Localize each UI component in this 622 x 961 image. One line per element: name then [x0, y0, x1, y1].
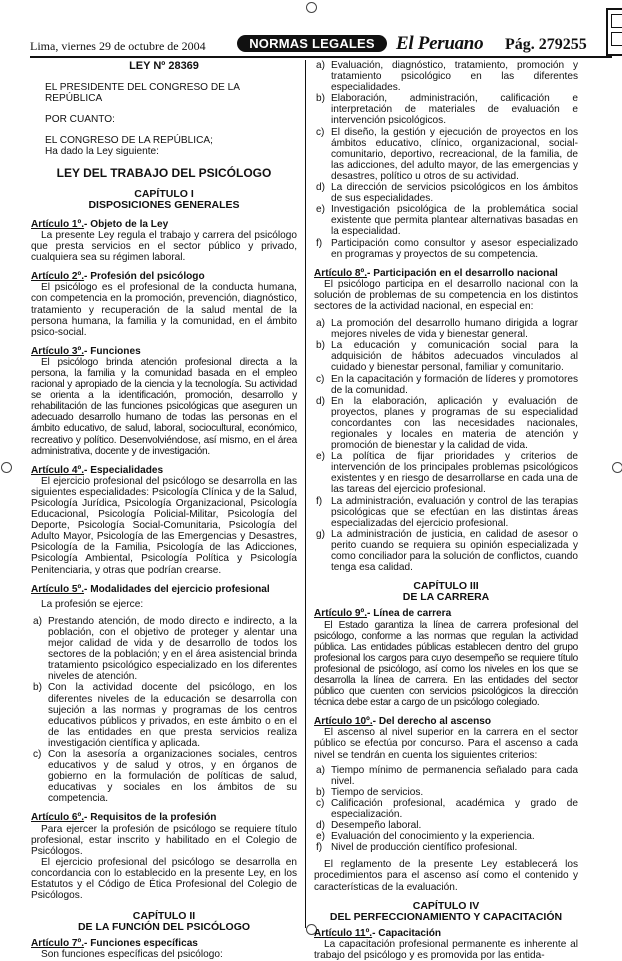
- list-item-label: e): [316, 204, 325, 216]
- list-item: [314, 842, 578, 853]
- list-item-text: La educación y comunicación social para la adquisición de hábitos adecuados vinculados al cuidado y bienestar personal, familiar y comunitario.: [331, 340, 578, 374]
- article-11-heading: Artículo 11º.- Capacitación: [314, 927, 442, 939]
- list-item-text: La administración, evaluación y control de las terapias psicológicas que se efectúan en las distintas áreas especializadas del ejercicio profesional.: [331, 495, 578, 529]
- list-item-label: a): [316, 318, 325, 330]
- list-item-label: b): [316, 786, 325, 798]
- article-7-text: Son funciones específicas del psicólogo:: [41, 949, 223, 961]
- list-item: [314, 529, 578, 573]
- intro-congreso: EL CONGRESO DE LA REPÚBLICA;: [45, 135, 213, 147]
- list-item-label: b): [316, 93, 325, 105]
- list-item-label: a): [33, 615, 42, 627]
- article-3-text: El psicólogo brinda atención profesional directa a la persona, la familia y la comunidad basada en el empleo racional y apropiado de la ciencia y la tecnología. Su actividad se orienta a la identificación, promoción, desarrollo y rehabilitación de las funciones psicológicas que aseguren un adecuado desarrollo humano de todas las personas en el ámbito educativo, de salud, laboral, sociocultural, económico, recreativo y político. Desenvolviéndose, así mismo, en el área administrativa, docente y de investigación.: [31, 356, 297, 457]
- newspaper-name: El Peruano: [396, 33, 484, 54]
- list-item-label: e): [316, 831, 325, 843]
- registration-mark-top: [306, 2, 317, 13]
- list-item-label: g): [316, 528, 325, 540]
- list-item: [31, 616, 297, 683]
- list-item-text: La política de fijar prioridades y criterios de intervención de los principales problemas psicológicos existentes y en riesgo de desarrollarse en cada una de las tareas del ejercicio profesional.: [331, 451, 578, 496]
- list-item: [314, 374, 578, 396]
- list-item-label: f): [316, 495, 323, 507]
- list-item: [314, 798, 578, 820]
- list-item: [314, 396, 578, 451]
- list-item: [314, 820, 578, 831]
- article-8-text: El psicólogo participa en el desarrollo nacional con la solución de problemas de su competencia en los distintos sectores de la actividad nacional, en especial en:: [314, 278, 578, 312]
- right-column: [314, 60, 578, 961]
- intro-ha-dado: Ha dado la Ley siguiente:: [45, 146, 159, 158]
- list-item-label: d): [316, 182, 325, 194]
- article-7-heading: Artículo 7º.- Funciones específicas: [31, 938, 198, 950]
- article-2-text: El psicólogo es el profesional de la conducta humana, con competencia en la promoción, prevención, diagnóstico, tratamiento y recuperación de la salud mental de la persona humana, la familia y la comunidad, en el ámbito psico-social.: [31, 282, 297, 338]
- article-4-text: El ejercicio profesional del psicólogo se desarrolla en las siguientes especialidades: Psicología Clínica y de la Salud, Psicología Jurídica, Psicología Organizacional, Psicología Educacional, Psicología Policial-Militar, Psicología del Deporte, Psicología Social-Comunitaria, Psicología del Adulto Mayor, Psicología de las Emergencias y Desastres, Psicología de la Familia, Psicología de las Adicciones, Psicología Ambiental, Psicología Política y Psicología Penitenciaria, y otras que podrían crearse.: [31, 475, 297, 576]
- law-title: LEY DEL TRABAJO DEL PSICÓLOGO: [56, 165, 272, 180]
- column-divider: [305, 60, 306, 928]
- page-number: Pág. 279255: [505, 36, 587, 53]
- chapter-3-number: CAPÍTULO III: [413, 580, 479, 593]
- list-item: [314, 60, 578, 93]
- list-item-label: e): [316, 451, 325, 463]
- list-item-label: d): [316, 820, 325, 832]
- list-item-label: c): [316, 126, 325, 138]
- article-10-list: [314, 765, 578, 854]
- article-3-heading: Artículo 3º.- Funciones: [31, 345, 141, 357]
- list-item: [314, 787, 578, 798]
- article-2-heading: Artículo 2º.- Profesión del psicólogo: [31, 271, 205, 283]
- list-item-text: Prestando atención, de modo directo e indirecto, a la población, con el objetivo de proteger y alentar una mejor calidad de vida y de desarrollo de todos los sectores de la población; y en el área asistencial brinda tratamiento psicológico especializado en los diferentes niveles de atención.: [48, 615, 297, 683]
- chapter-1-number: CAPÍTULO I: [134, 187, 194, 200]
- article-10-text-2: El reglamento de la presente Ley establecerá los procedimientos para el ascenso así como el contenido y características de la evaluación.: [314, 859, 578, 893]
- list-item-text: Con la asesoría a organizaciones sociales, centros educativos y de salud y otros, y en órganos de gobierno en la formulación de políticas de salud, educativas y sociales en los ámbitos de su competencia.: [48, 748, 297, 805]
- list-item: [314, 182, 578, 204]
- list-item-text: En la elaboración, aplicación y evaluación de proyectos, planes y programas de su especialidad concordantes con las necesidades nacionales, regionales y locales en materia de atención y promoción de bienestar y la calidad de vida.: [331, 395, 578, 452]
- article-6-text-1: Para ejercer la profesión de psicólogo se requiere título profesional, estar inscrito y habilitado en el Colegio de Psicólogos.: [31, 823, 297, 857]
- list-item-text: Evaluación del conocimiento y la experiencia.: [331, 831, 535, 843]
- article-5-heading: Artículo 5º.- Modalidades del ejercicio profesional: [31, 583, 270, 595]
- list-item-text: La administración de justicia, en calidad de asesor o perito cuando se requiera su opinión especializada y como conciliador para la solución de conflictos, cuando tenga esa calidad.: [331, 528, 578, 574]
- list-item-text: El diseño, la gestión y ejecución de proyectos en los ámbitos educativo, clínico, organizacional, social-comunitario, deportivo, recreacional, de la familia, de las adicciones, del adulto mayor, de las emergencias y desastres, político u otros de su actividad.: [331, 126, 578, 182]
- list-item-label: f): [316, 842, 323, 854]
- article-1-heading: Artículo 1º.- Objeto de la Ley: [31, 218, 169, 230]
- article-6-text-2: El ejercicio profesional del psicólogo se desarrolla en concordancia con lo establecido en la presente Ley, en los Estatutos y el Código de Ética Profesional del Colegio de Psicólogos.: [31, 856, 297, 902]
- list-item: [31, 682, 297, 749]
- list-item-text: Participación como consultor y asesor especializado en programas y proyectos de su competencia.: [331, 237, 578, 260]
- chapter-4-number: CAPÍTULO IV: [412, 899, 480, 912]
- chapter-3-title: DE LA CARRERA: [402, 591, 490, 604]
- article-11-text: La capacitación profesional permanente es inherente al trabajo del psicólogo y es promovida por las entida-: [314, 938, 578, 961]
- list-item-text: Calificación profesional, académica y grado de especialización.: [331, 797, 578, 820]
- list-item-text: Tiempo mínimo de permanencia señalado para cada nivel.: [331, 764, 578, 787]
- list-item: [314, 318, 578, 340]
- article-8-heading: Artículo 8º.- Participación en el desarrollo nacional: [314, 267, 558, 279]
- article-6-heading: Artículo 6º.- Requisitos de la profesión: [31, 812, 217, 824]
- chapter-4-title: DEL PERFECCIONAMIENTO Y CAPACITACIÓN: [329, 910, 563, 923]
- header-rule: [30, 56, 612, 58]
- chapter-1-title: DISPOSICIONES GENERALES: [88, 198, 240, 211]
- list-item-label: d): [316, 395, 325, 407]
- list-item-label: c): [316, 797, 325, 809]
- list-item-label: a): [316, 60, 325, 71]
- article-9-text: El Estado garantiza la línea de carrera profesional del psicólogo, conforme a las normas que regulan la actividad pública. Las entidades públicas establecen dentro del grupo profesional los cargos para cuyo desempeño se requiere título profesional de psicólogo, así como los niveles en los que se desarrolla la línea de carrera. En las entidades del sector público que cuenten con servicios psicológicos la dirección técnica debe estar a cargo de un psicólogo colegiado.: [314, 619, 578, 709]
- list-item: [314, 765, 578, 787]
- article-5-intro: La profesión se ejerce:: [41, 598, 144, 610]
- list-item: [314, 204, 578, 237]
- list-item-text: Nivel de producción científico profesional.: [331, 842, 518, 854]
- section-badge: NORMAS LEGALES: [237, 35, 387, 52]
- list-item-label: f): [316, 237, 323, 249]
- intro-president: EL PRESIDENTE DEL CONGRESO DE LA REPÚBLICA: [45, 82, 240, 105]
- registration-mark-right: [612, 462, 622, 473]
- list-item: [31, 749, 297, 804]
- list-item-text: Con la actividad docente del psicólogo, en los diferentes niveles de la educación se desarrolla con sujeción a las normas y programas de los centros educativos públicos y privados, en este ámbito o en el de las entidades en que presta servicios realiza investigación científica y aplicada.: [48, 682, 297, 749]
- chapter-2-number: CAPÍTULO II: [132, 910, 196, 923]
- list-item-text: Desempeño laboral.: [331, 820, 422, 832]
- list-item-text: La dirección de servicios psicológicos en los ámbitos de sus especialidades.: [331, 182, 578, 205]
- left-column: [31, 60, 297, 961]
- list-item-label: c): [316, 373, 325, 385]
- list-item: [314, 451, 578, 495]
- list-item-label: a): [316, 764, 325, 776]
- law-number: LEY Nº 28369: [129, 60, 199, 72]
- article-10-heading: Artículo 10º.- Del derecho al ascenso: [314, 716, 492, 728]
- header-date: Lima, viernes 29 de octubre de 2004: [30, 39, 206, 53]
- article-1-text: La presente Ley regula el trabajo y carrera del psicólogo que presta servicios en el sector público y privado, cualquiera sea su régimen laboral.: [31, 229, 297, 264]
- list-item: [314, 496, 578, 529]
- list-item-text: En la capacitación y formación de líderes y promotores de la comunidad.: [331, 373, 578, 396]
- list-item-label: b): [316, 340, 325, 352]
- list-item-text: Tiempo de servicios.: [331, 786, 424, 798]
- list-item-text: La promoción del desarrollo humano dirigida a lograr mejores niveles de vida y bienestar general.: [331, 318, 578, 341]
- article-10-text: El ascenso al nivel superior en la carrera en el sector público se efectúa por concurso. Para el ascenso a cada nivel se tendrán en cuenta los siguientes criterios:: [314, 727, 578, 761]
- intro-por-cuanto: POR CUANTO:: [45, 114, 115, 126]
- article-9-heading: Artículo 9º.- Línea de carrera: [314, 608, 452, 620]
- list-item: [314, 831, 578, 842]
- list-item-label: b): [33, 682, 42, 694]
- list-item: [314, 93, 578, 126]
- registration-mark-left: [1, 462, 12, 473]
- list-item-text: Investigación psicológica de la problemática social existente que permita plantear alternativas basadas en la especialidad.: [331, 204, 578, 238]
- list-item: [314, 238, 578, 260]
- article-7-list: [314, 60, 578, 260]
- list-item-text: Elaboración, administración, calificación e interpretación de materiales de evaluación e intervención psicológicos.: [331, 93, 578, 127]
- article-5-list: [31, 616, 297, 805]
- article-8-list: [314, 318, 578, 573]
- list-item: [314, 340, 578, 373]
- chapter-2-title: DE LA FUNCIÓN DEL PSICÓLOGO: [77, 921, 251, 934]
- list-item-label: c): [33, 748, 42, 760]
- list-item-text: Evaluación, diagnóstico, tratamiento, promoción y tratamiento psicológico en las diferentes especialidades.: [331, 60, 578, 94]
- list-item: [314, 127, 578, 182]
- article-4-heading: Artículo 4º.- Especialidades: [31, 464, 164, 476]
